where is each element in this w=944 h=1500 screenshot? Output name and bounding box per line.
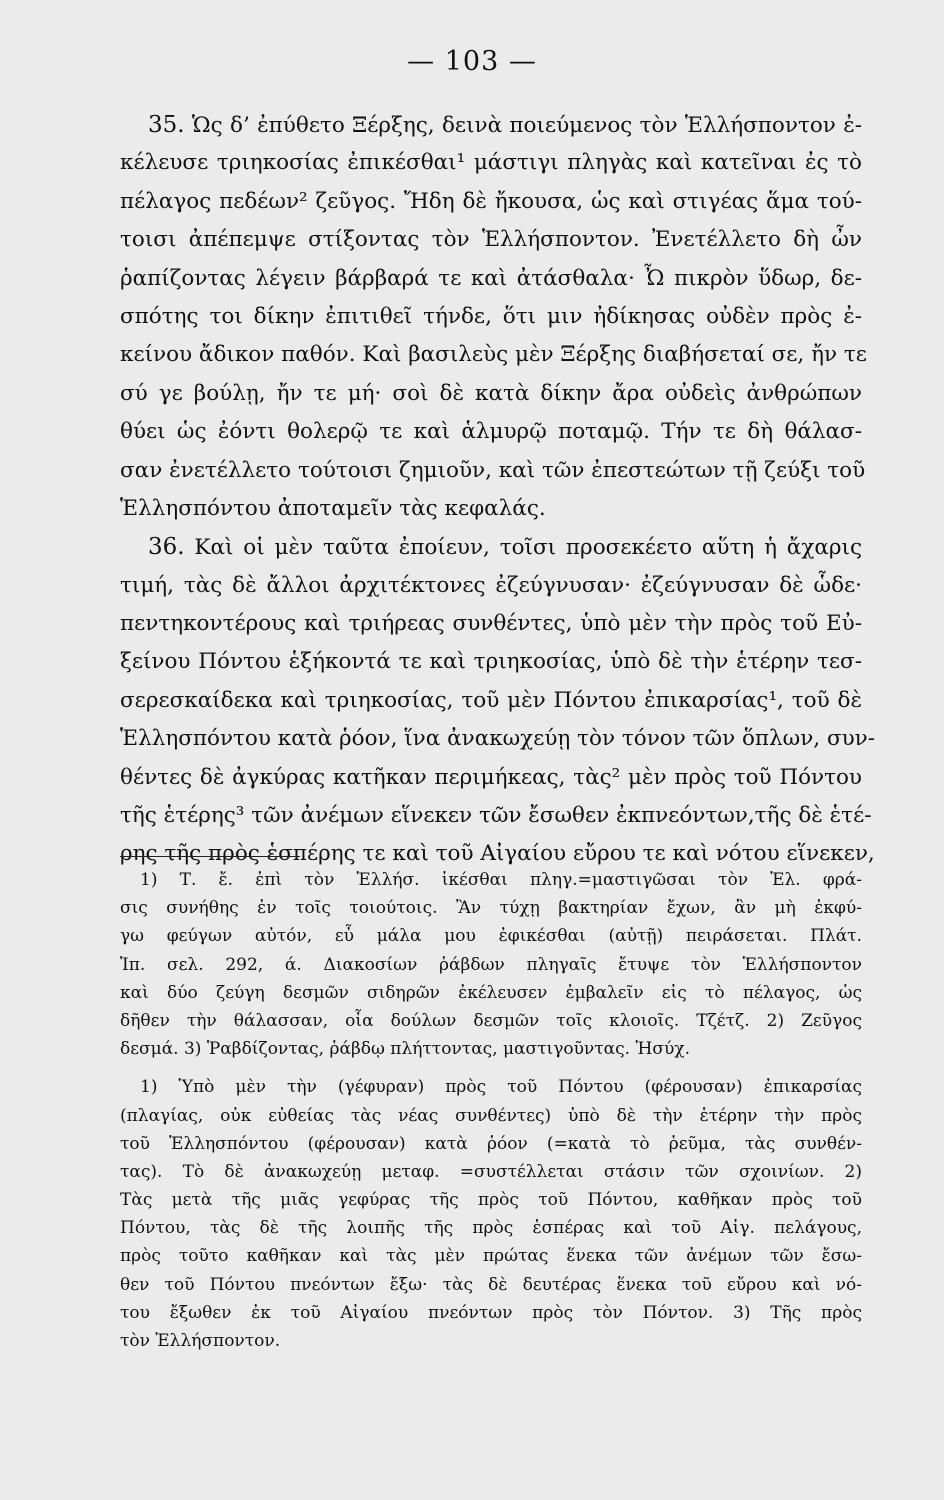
text-line — [120, 336, 867, 374]
chapter-35 — [120, 106, 867, 528]
text-line — [120, 260, 862, 298]
line-text: Ὡς δ’ ἐπύθετο Ξέρξης, δεινὰ ποιεύμενος τὸν Ἑλλήσποντον ἐ- — [184, 113, 862, 138]
text-line — [120, 183, 862, 221]
footnotes — [120, 866, 862, 1355]
line-text: κείνου ἄδικον παθόν. Καὶ βασιλεὺς μὲν Ξέρξης διαβήσεταί σε, ἤν τε — [120, 342, 867, 368]
text-line — [120, 528, 862, 566]
footnote-line: θεν τοῦ Πόντου πνεόντων ἔξω· τὰς δὲ δευτέρας ἕνεκα τοῦ εὔρου καὶ νό- — [120, 1274, 862, 1295]
line-text: ρης τῆς πρὸς ἑσπέρης τε καὶ τοῦ Αἰγαίου εὔρου τε καὶ νότου εἵνεκεν, — [120, 841, 875, 867]
text-line — [120, 375, 862, 413]
text-line — [120, 682, 862, 720]
footnote-line: τας). Τὸ δὲ ἀνακωχεύῃ μεταφ. =συστέλλεται στάσιν τῶν σχοινίων. 2) — [120, 1161, 862, 1182]
page-number: — 103 — — [407, 46, 537, 77]
line-text: τιμή, τὰς δὲ ἄλλοι ἀρχιτέκτονες ἐζεύγνυσαν· ἐζεύγνυσαν δὲ ὧδε· — [120, 572, 862, 598]
line-text: θύει ὡς ἐόντι θολερῷ τε καὶ ἁλμυρῷ ποταμῷ. Τήν τε δὴ θάλασ- — [120, 419, 862, 445]
footnotes-chapter-36 — [120, 1073, 862, 1355]
text-line — [120, 221, 862, 259]
footnote-line: 1) Ὑπὸ μὲν τὴν (γέφυραν) πρὸς τοῦ Πόντου (φέρουσαν) ἐπικαρσίας — [140, 1077, 862, 1098]
text-line — [120, 298, 862, 336]
line-text: τῆς ἑτέρης³ τῶν ἀνέμων εἵνεκεν τῶν ἔσωθεν ἐκπνεόντων,τῆς δὲ ἑτέ- — [120, 803, 872, 829]
line-text: σερεσκαίδεκα καὶ τριηκοσίας, τοῦ μὲν Πόντου ἐπικαρσίας¹, τοῦ δὲ — [120, 687, 862, 713]
text-line — [120, 797, 872, 835]
footnote-line: δεσμά. 3) Ῥαβδίζοντας, ῥάβδῳ πλήττοντας, μαστιγοῦντας. Ἡσύχ. — [120, 1039, 690, 1060]
footnote-line: καὶ δύο ζεύγη δεσμῶν σιδηρῶν ἐκέλευσεν ἐμβαλεῖν εἰς τὸ πέλαγος, ὡς — [120, 982, 862, 1003]
footnote-line: τοῦ Ἑλλησπόντου (φέρουσαν) κατὰ ῥόον (=κατὰ τὸ ῥεῦμα, τὰς συνθέν- — [120, 1133, 862, 1154]
text-line — [120, 605, 862, 643]
line-text: Ἑλλησπόντου ἀποταμεῖν τὰς κεφαλάς. — [120, 495, 546, 521]
text-line — [120, 144, 862, 182]
line-text: κέλευσε τριηκοσίας ἐπικέσθαι¹ μάστιγι πληγὰς καὶ κατεῖναι ἐς τὸ — [120, 150, 862, 176]
footnote-line: σις συνήθης ἐν τοῖς τοιούτοις. Ἂν τύχῃ βακτηρίαν ἔχων, ἂν μὴ ἐκφύ- — [120, 898, 862, 919]
footnote-divider — [120, 856, 300, 857]
footnote-line: (πλαγίας, οὐκ εὐθείας τὰς νέας συνθέντες) ὑπὸ δὲ τὴν ἑτέρην τὴν πρὸς — [120, 1105, 862, 1126]
text-line — [120, 759, 862, 797]
footnote-line: πρὸς τοῦτο καθῆκαν καὶ τὰς μὲν πρώτας ἕνεκα τῶν ἀνέμων τῶν ἔσω- — [120, 1246, 862, 1267]
footnote-line: Πόντου, τὰς δὲ τῆς λοιπῆς τῆς πρὸς ἑσπέρας καὶ τοῦ Αἰγ. πελάγους, — [120, 1218, 862, 1239]
line-text: σαν ἐνετέλλετο τούτοισι ζημιοῦν, καὶ τῶν ἐπεστεώτων τῇ ζεύξι τοῦ — [120, 457, 866, 483]
line-text: σπότης τοι δίκην ἐπιτιθεῖ τήνδε, ὅτι μιν ἠδίκησας οὐδὲν πρὸς ἐ- — [120, 303, 862, 329]
footnote-line: δῆθεν τὴν θάλασσαν, οἷα δούλων δεσμῶν τοῖς κλοιοῖς. Τζέτζ. 2) Ζεῦγος — [120, 1010, 862, 1031]
line-text: Καὶ οἱ μὲν ταῦτα ἐποίευν, τοῖσι προσεκέετο αὕτη ἡ ἄχαρις — [184, 535, 862, 561]
chapter-number: 35. — [148, 112, 185, 138]
text-line — [120, 567, 862, 605]
footnote-line: Ἱπ. σελ. 292, ά. Διακοσίων ῥάβδων πληγαῖς ἔτυψε τὸν Ἑλλήσποντον — [120, 954, 862, 975]
line-text: ξείνου Πόντου ἑξήκοντά τε καὶ τριηκοσίας, ὑπὸ δὲ τὴν ἑτέρην τεσ- — [120, 649, 862, 675]
footnote-line: τὸν Ἑλλήσποντον. — [120, 1331, 281, 1351]
footnote-line: του ἔξωθεν ἐκ τοῦ Αἰγαίου πνεόντων πρὸς τὸν Πόντον. 3) Τῆς πρὸς — [120, 1302, 862, 1323]
footnotes-chapter-35 — [120, 866, 862, 1063]
text-line — [120, 720, 876, 758]
footnote-line: 1) Τ. ἔ. ἐπὶ τὸν Ἑλλήσ. ἱκέσθαι πληγ.=μαστιγῶσαι τὸν Ἑλ. φρά- — [140, 870, 862, 890]
text-line — [120, 413, 862, 451]
text-line — [120, 490, 862, 528]
text-line — [120, 452, 866, 490]
line-text: τοισι ἀπέπεμψε στίξοντας τὸν Ἑλλήσποντον. Ἐνετέλλετο δὴ ὦν — [120, 227, 862, 253]
footnote-line: Τὰς μετὰ τῆς μιᾶς γεφύρας τῆς πρὸς τοῦ Πόντου, καθῆκαν πρὸς τοῦ — [120, 1190, 862, 1211]
line-text: σύ γε βούλῃ, ἤν τε μή· σοὶ δὲ κατὰ δίκην ἄρα οὐδεὶς ἀνθρώπων — [120, 380, 862, 406]
footnote-line: γω φεύγων αὐτόν, εὖ μάλα μου ἐφικέσθαι (αὐτῇ) πειράσεται. Πλάτ. — [120, 926, 862, 947]
line-text: πεντηκοντέρους καὶ τριήρεας συνθέντες, ὑπὸ μὲν τὴν πρὸς τοῦ Εὐ- — [120, 611, 862, 637]
text-line — [120, 643, 862, 681]
main-text — [120, 106, 876, 874]
line-text: θέντες δὲ ἀγκύρας κατῆκαν περιμήκεας, τὰς² μὲν πρὸς τοῦ Πόντου — [120, 764, 862, 790]
line-text: ῥαπίζοντας λέγειν βάρβαρά τε καὶ ἀτάσθαλα· Ὦ πικρὸν ὕδωρ, δε- — [120, 265, 862, 291]
text-line — [120, 106, 862, 144]
line-text: πέλαγος πεδέων² ζεῦγος. Ἤδη δὲ ἤκουσα, ὡς καὶ στιγέας ἅμα τού- — [120, 188, 862, 214]
line-text: Ἑλλησπόντου κατὰ ῥόον, ἵνα ἀνακωχεύῃ τὸν τόνον τῶν ὅπλων, συν- — [120, 726, 876, 752]
chapter-number: 36. — [148, 534, 185, 561]
chapter-36 — [120, 528, 876, 874]
